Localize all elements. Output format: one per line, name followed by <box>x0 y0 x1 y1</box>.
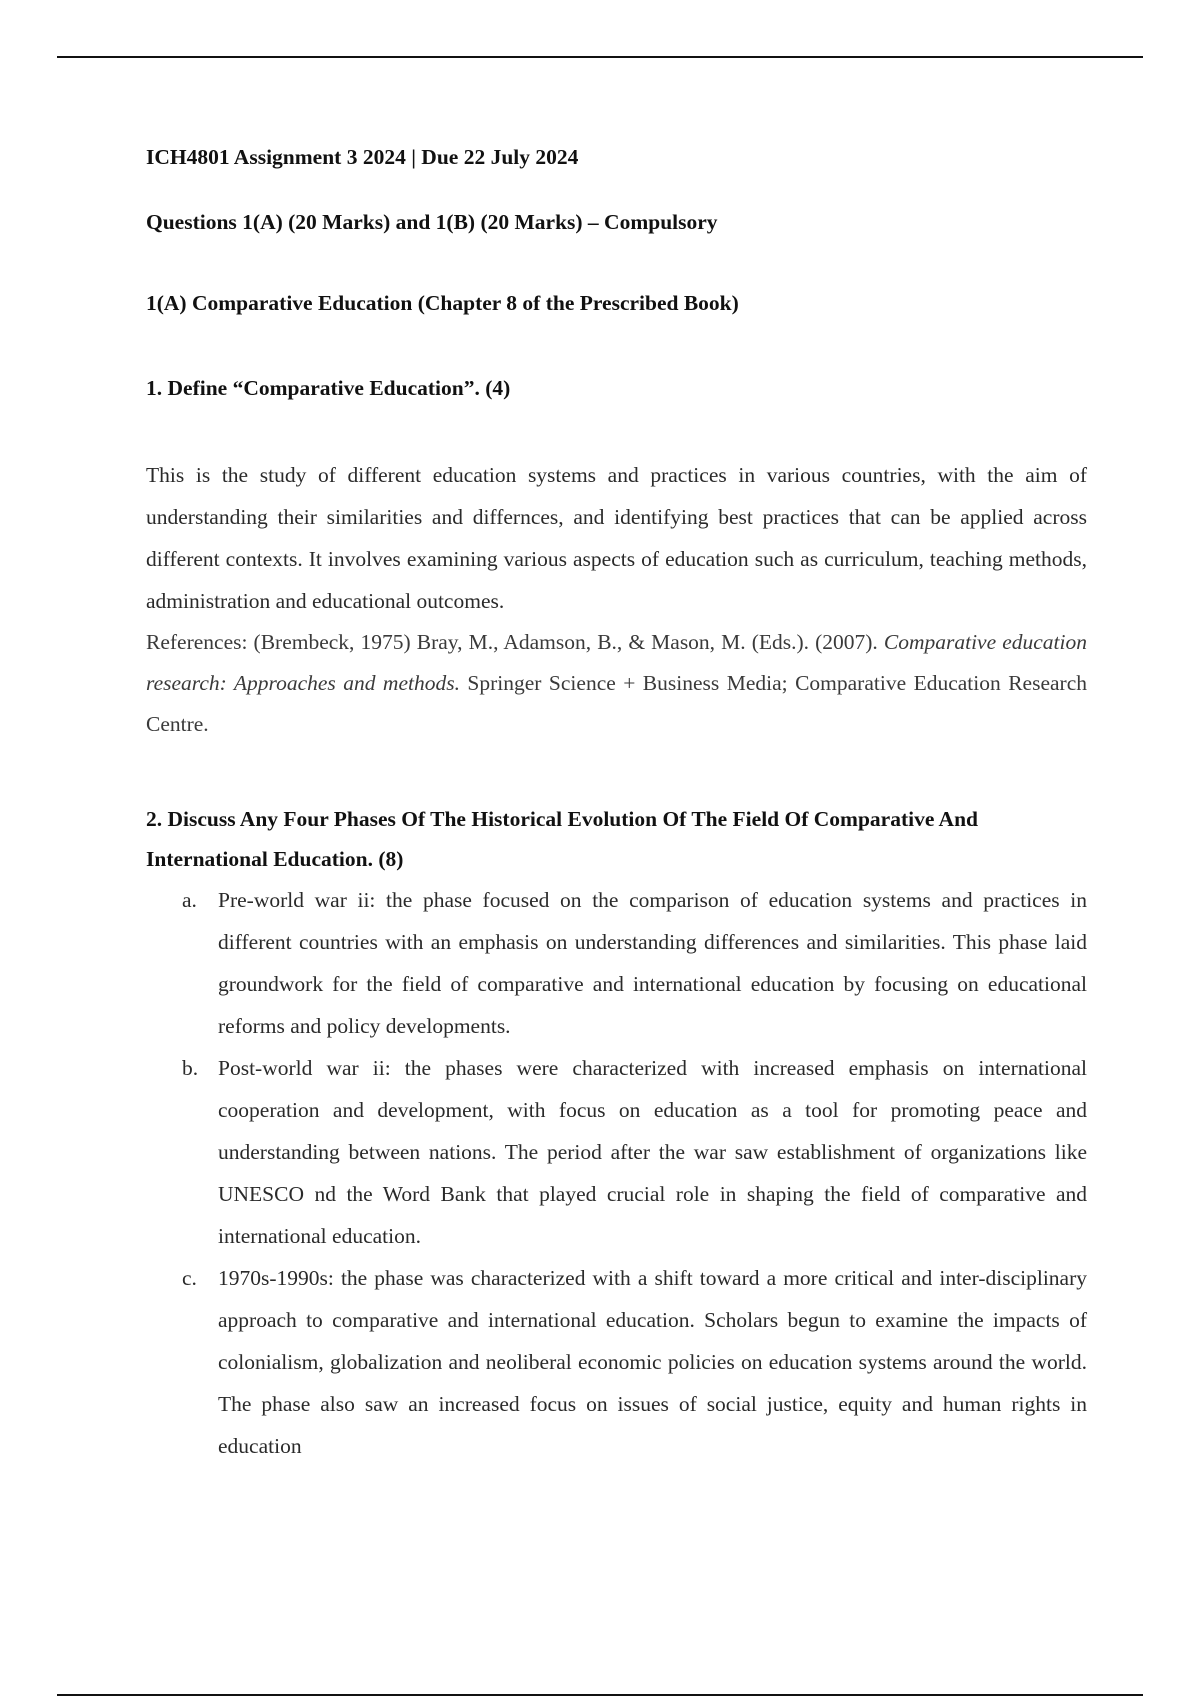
list-marker: a. <box>182 888 197 912</box>
list-marker: b. <box>182 1056 199 1080</box>
section-heading: 1(A) Comparative Education (Chapter 8 of the Prescribed Book) <box>146 291 739 315</box>
document-body <box>146 142 1087 1467</box>
reference <box>146 622 1087 745</box>
phase-list <box>146 879 1087 1467</box>
list-item <box>146 879 1087 1047</box>
list-item-text: 1970s-1990s: the phase was characterized with a shift toward a more critical and inter-disciplinary approach to comparative and international education. Scholars begun to examine the impacts of colonialism, globalization and neoliberal economic policies on education systems around the world. The phase also saw an increased focus on issues of social justice, equity and human rights in education <box>218 1266 1087 1458</box>
bottom-rule <box>57 1694 1143 1696</box>
questions-heading: Questions 1(A) (20 Marks) and 1(B) (20 Marks) – Compulsory <box>146 210 718 234</box>
reference-title: Comparative education research: Approaches and methods. <box>146 630 1087 695</box>
list-item <box>146 1047 1087 1257</box>
list-item-text: Pre-world war ii: the phase focused on the comparison of education systems and practices in different countries with an emphasis on understanding differences and similarities. This phase laid groundwork for the field of comparative and international education by focusing on educational reforms and policy developments. <box>218 888 1087 1038</box>
document-title: ICH4801 Assignment 3 2024 | Due 22 July 2024 <box>146 145 579 169</box>
list-item-text: Post-world war ii: the phases were characterized with increased emphasis on international cooperation and development, with focus on education as a tool for promoting peace and understanding between nations. The period after the war saw establishment of organizations like UNESCO nd the Word Bank that played crucial role in shaping the field of comparative and international education. <box>218 1056 1087 1248</box>
reference-prefix: References: (Brembeck, 1975) Bray, M., Adamson, B., & Mason, M. (Eds.). (2007). <box>146 630 884 654</box>
question-1-answer: This is the study of different education systems and practices in various countries, with the aim of understanding their similarities and differnces, and identifying best practices that can be applied across different contexts. It involves examining various aspects of education such as curriculum, teaching methods, administration and educational outcomes. <box>146 463 1087 613</box>
list-item <box>146 1257 1087 1467</box>
top-rule <box>57 56 1143 58</box>
question-1-heading: 1. Define “Comparative Education”. (4) <box>146 376 511 400</box>
list-marker: c. <box>182 1266 197 1290</box>
question-2-heading: 2. Discuss Any Four Phases Of The Historical Evolution Of The Field Of Comparative And International Education. (8) <box>146 807 979 871</box>
reference-suffix: Springer Science + Business Media; Comparative Education Research Centre. <box>146 671 1087 736</box>
